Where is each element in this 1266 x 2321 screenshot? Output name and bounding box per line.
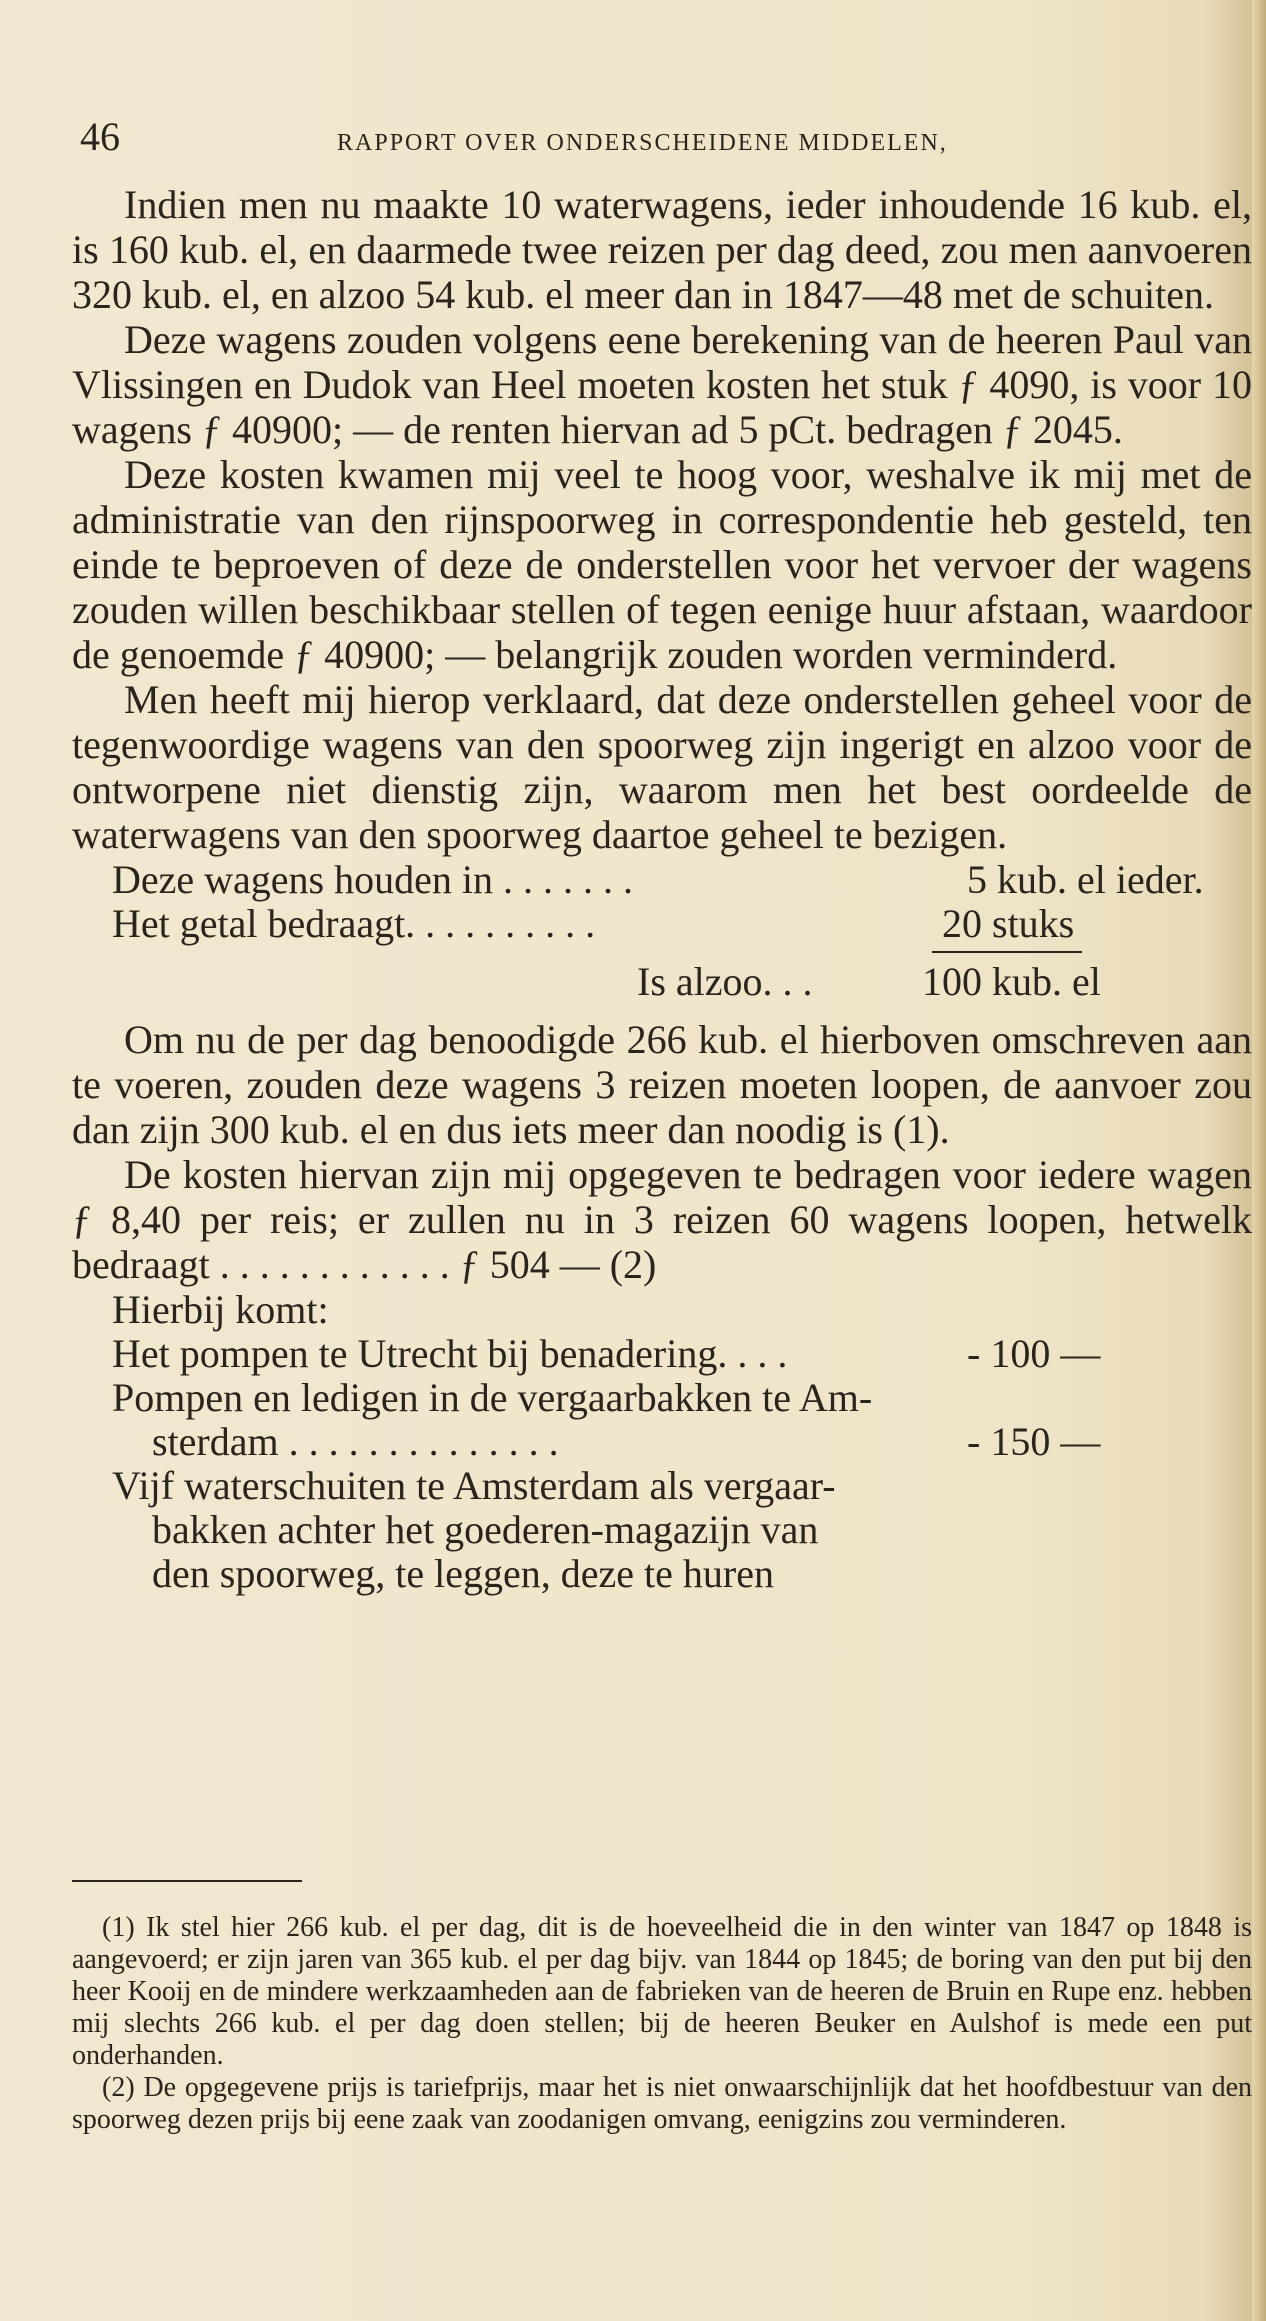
calc-value: 100 kub. el — [922, 959, 1101, 1004]
paragraph: Indien men nu maakte 10 waterwagens, ieder inhoudende 16 kub. el, is 160 kub. el, en daarmede twee reizen per dag deed, zou men aanvoeren 320 kub. el, en alzoo 54 kub. el meer dan in 1847—48 met de schuiten. — [72, 182, 1252, 317]
running-title: RAPPORT OVER ONDERSCHEIDENE MIDDELEN, — [337, 130, 948, 156]
calc-row — [72, 959, 1252, 1003]
paragraph: Om nu de per dag benoodigde 266 kub. el hierboven omschreven aan te voeren, zouden deze wagens 3 reizen moeten loopen, de aanvoer zou dan zijn 300 kub. el en dus iets meer dan noodig is (1). — [72, 1017, 1252, 1152]
cost-line — [72, 1375, 1252, 1419]
calc-value: 5 kub. el ieder. — [967, 857, 1204, 902]
cost-line — [72, 1287, 1252, 1331]
paragraph: Men heeft mij hierop verklaard, dat deze onderstellen geheel voor de tegenwoordige wagens van den spoorweg zijn ingerigt en alzoo voor de ontworpene niet dienstig zijn, waarom men het best oordeelde de waterwagens van den spoorweg daartoe geheel te bezigen. — [72, 677, 1252, 857]
calc-row — [72, 901, 1252, 945]
paragraph: Deze kosten kwamen mij veel te hoog voor, weshalve ik mij met de administratie van den rijnspoorweg in correspondentie heb gesteld, ten einde te beproeven of deze de onderstellen voor het vervoer der wagens zouden willen beschikbaar stellen of tegen eenige huur afstaan, waardoor de genoemde ƒ 40900; — belangrijk zouden worden verminderd. — [72, 452, 1252, 677]
cost-label: Het pompen te Utrecht bij benadering. . . . — [112, 1331, 788, 1376]
cost-line — [72, 1551, 1252, 1595]
cost-line — [72, 1463, 1252, 1507]
calc-label: Deze wagens houden in . . . . . . . — [112, 857, 633, 902]
body-text — [72, 182, 1252, 1595]
cost-label: bakken achter het goederen-magazijn van — [152, 1507, 819, 1552]
footnote: (2) De opgegevene prijs is tariefprijs, maar het is niet onwaarschijnlijk dat het hoofdbestuur van den spoorweg dezen prijs bij eene zaak van zoodanigen omvang, eenigzins zou verminderen. — [72, 2072, 1252, 2135]
paragraph: Deze wagens zouden volgens eene berekening van de heeren Paul van Vlissingen en Dudok van Heel moeten kosten het stuk ƒ 4090, is voor 10 wagens ƒ 40900; — de renten hiervan ad 5 pCt. bedragen ƒ 2045. — [72, 317, 1252, 452]
cost-label: sterdam . . . . . . . . . . . . . . — [152, 1419, 559, 1464]
calc-value: 20 stuks — [942, 901, 1075, 946]
cost-value: - 150 — — [967, 1419, 1101, 1464]
sum-rule — [932, 951, 1082, 953]
cost-intro: Hierbij komt: — [112, 1287, 329, 1332]
page-edge — [1252, 0, 1266, 2321]
paragraph: De kosten hiervan zijn mij opgegeven te bedragen voor iedere wagen ƒ 8,40 per reis; er zullen nu in 3 reizen 60 wagens loopen, hetwelk bedraagt . . . . . . . . . . . . ƒ 504 — (2) — [72, 1152, 1252, 1287]
cost-label: Pompen en ledigen in de vergaarbakken te Am- — [112, 1375, 873, 1420]
cost-line — [72, 1419, 1252, 1463]
calc-label: Is alzoo. . . — [637, 959, 813, 1004]
footnote-rule — [72, 1880, 302, 1882]
footnote: (1) Ik stel hier 266 kub. el per dag, dit is de hoeveelheid die in den winter van 1847 op 1848 is aangevoerd; er zijn jaren van 365 kub. el per dag bijv. van 1844 op 1845; de boring van den put bij den heer Kooij en de mindere werkzaamheden aan de fabrieken van de heeren de Bruin en Rupe enz. hebben mij slechts 266 kub. el per dag doen stellen; bij de heeren Beuker en Aulshof is mede een put onderhanden. — [72, 1912, 1252, 2071]
footnotes — [72, 1912, 1252, 2136]
calc-label: Het getal bedraagt. . . . . . . . . . — [112, 901, 596, 946]
page-number: 46 — [80, 114, 120, 159]
cost-value: - 100 — — [967, 1331, 1101, 1376]
cost-line — [72, 1507, 1252, 1551]
cost-label: Vijf waterschuiten te Amsterdam als vergaar- — [112, 1463, 836, 1508]
cost-label: den spoorweg, te leggen, deze te huren — [152, 1551, 774, 1596]
cost-line — [72, 1331, 1252, 1375]
page-header — [75, 108, 1255, 158]
calc-row — [72, 857, 1252, 901]
